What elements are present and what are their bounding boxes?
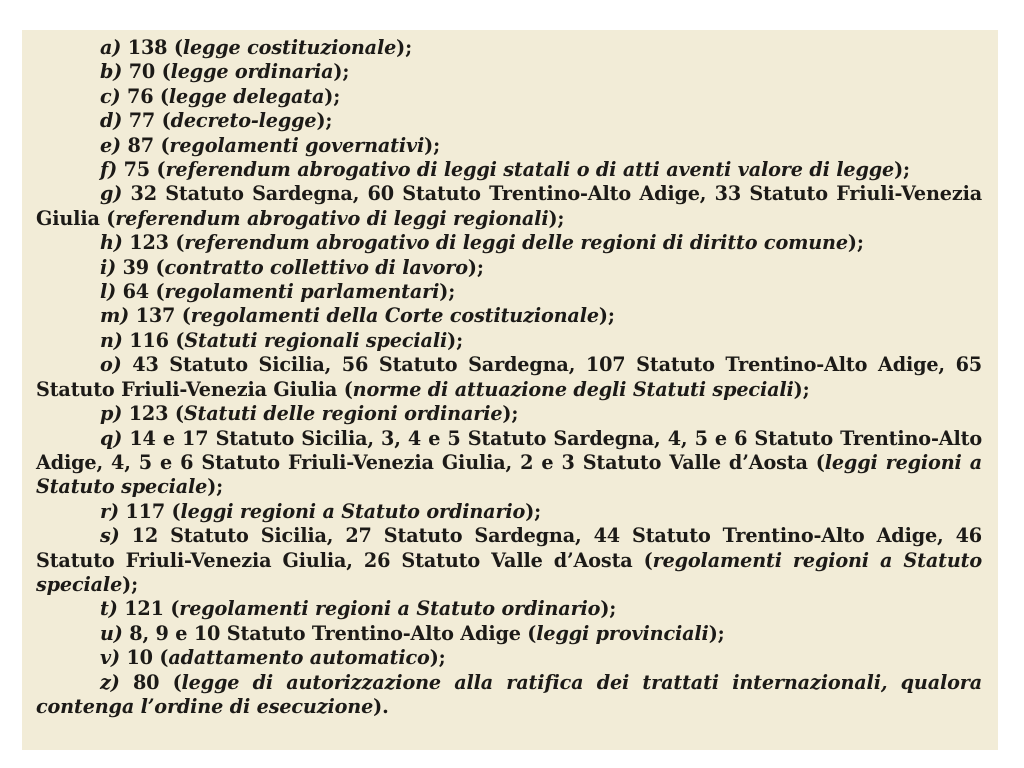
list-item: p) 123 (Statuti delle regioni ordinarie); xyxy=(100,402,519,426)
item-articles: 117 xyxy=(125,499,166,523)
item-articles: 43 Statuto Sicilia, 56 Statuto Sardegna, 107 Statuto Trentino-Alto Adige, 65 Statuto Friuli-Venezia Giulia xyxy=(36,353,983,401)
item-description: regolamenti della Corte costituzionale xyxy=(190,304,599,328)
item-description: norme di attuazione degli Statuti speciali xyxy=(352,377,794,401)
list-item: g) 32 Statuto Sardegna, 60 Statuto Trentino-Alto Adige, 33 Statuto Friuli-Venezia Giulia (referendum abrogativo di leggi regionali); xyxy=(36,182,982,230)
item-punctuation: ; xyxy=(405,36,413,59)
list-item: t) 121 (regolamenti regioni a Statuto ordinario); xyxy=(100,597,617,621)
item-punctuation: ; xyxy=(476,255,484,279)
item-letter: t) xyxy=(100,597,118,621)
item-articles: 123 xyxy=(128,402,169,426)
item-articles: 137 xyxy=(135,304,176,328)
item-description: legge di autorizzazione alla ratifica dei trattati internazionali, qualora contenga l’ordine di esecuzione xyxy=(36,670,983,718)
item-description: legge delegata xyxy=(168,84,325,108)
item-description: referendum abrogativo di leggi regionali xyxy=(115,206,549,230)
item-description: regolamenti regioni a Statuto speciale xyxy=(36,548,982,596)
item-articles: 14 e 17 Statuto Sicilia, 3, 4 e 5 Statuto Sardegna, 4, 5 e 6 Statuto Trentino-Alto Adige, 4, 5 e 6 Statuto Friuli-Venezia Giulia, 2 e 3 Statuto Valle d’Aosta xyxy=(36,426,983,474)
item-articles: 32 Statuto Sardegna, 60 Statuto Trentino-Alto Adige, 33 Statuto Friuli-Venezia Giulia xyxy=(36,182,982,230)
item-letter: e) xyxy=(100,133,121,157)
item-articles: 87 xyxy=(127,133,154,157)
item-punctuation: ; xyxy=(534,499,542,523)
item-punctuation: ; xyxy=(325,109,333,133)
item-punctuation: ; xyxy=(609,597,617,621)
item-description: adattamento automatico xyxy=(168,646,430,670)
list-item: l) 64 (regolamenti parlamentari); xyxy=(100,280,456,304)
item-articles: 76 xyxy=(127,84,154,108)
list-item: a) 138 (legge costituzionale); xyxy=(100,36,413,59)
item-description: legge ordinaria xyxy=(170,60,334,84)
item-articles: 138 xyxy=(127,36,168,59)
item-punctuation: ; xyxy=(448,280,456,304)
item-letter: h) xyxy=(100,231,123,255)
item-punctuation: ; xyxy=(438,646,446,670)
list-item: u) 8, 9 e 10 Statuto Trentino-Alto Adige (leggi provinciali); xyxy=(100,621,725,645)
item-description: decreto-legge xyxy=(170,109,317,133)
item-punctuation: ; xyxy=(856,231,864,255)
item-letter: q) xyxy=(100,426,123,450)
list-item: m) 137 (regolamenti della Corte costituzionale); xyxy=(100,304,615,328)
item-description: Statuti delle regioni ordinarie xyxy=(183,402,503,426)
item-letter: p) xyxy=(100,402,123,426)
item-description: regolamenti parlamentari xyxy=(164,280,440,304)
list-item: d) 77 (decreto-legge); xyxy=(100,109,333,133)
item-description: leggi regioni a Statuto ordinario xyxy=(180,499,526,523)
item-punctuation: ; xyxy=(557,206,565,230)
list-item: e) 87 (regolamenti governativi); xyxy=(100,133,441,157)
item-letter: r) xyxy=(100,499,119,523)
item-letter: i) xyxy=(100,255,117,279)
list-item: b) 70 (legge ordinaria); xyxy=(100,60,350,84)
item-description: referendum abrogativo di leggi delle regioni di diritto comune xyxy=(184,231,848,255)
item-description: referendum abrogativo di leggi statali o di atti aventi valore di legge xyxy=(165,158,895,182)
list-item: v) 10 (adattamento automatico); xyxy=(100,646,446,670)
list-item: c) 76 (legge delegata); xyxy=(100,84,341,108)
item-letter: n) xyxy=(100,328,123,352)
item-letter: o) xyxy=(100,353,122,377)
item-punctuation: ; xyxy=(333,84,341,108)
item-punctuation: ; xyxy=(216,475,224,499)
list-item: n) 116 (Statuti regionali speciali); xyxy=(100,328,463,352)
item-letter: z) xyxy=(100,670,120,694)
item-letter: c) xyxy=(100,84,121,108)
list-item: z) 80 (legge di autorizzazione alla ratifica dei trattati internazionali, qualora contenga l’ordine di esecuzione). xyxy=(36,670,983,718)
item-letter: l) xyxy=(100,280,117,304)
item-letter: v) xyxy=(100,646,120,670)
article-list xyxy=(36,36,982,719)
item-punctuation: ; xyxy=(802,377,810,401)
item-articles: 116 xyxy=(129,328,169,352)
item-description: Statuti regionali speciali xyxy=(184,328,448,352)
list-item: h) 123 (referendum abrogativo di leggi delle regioni di diritto comune); xyxy=(100,231,864,255)
list-item: i) 39 (contratto collettivo di lavoro); xyxy=(100,255,484,279)
list-item: f) 75 (referendum abrogativo di leggi statali o di atti aventi valore di legge); xyxy=(100,158,910,182)
item-punctuation: ; xyxy=(342,60,350,84)
item-punctuation: ; xyxy=(717,621,725,645)
list-item: o) 43 Statuto Sicilia, 56 Statuto Sardegna, 107 Statuto Trentino-Alto Adige, 65 Statuto Friuli-Venezia Giulia (norme di attuazione degli Statuti speciali); xyxy=(36,353,983,401)
item-punctuation: . xyxy=(382,694,389,718)
item-articles: 123 xyxy=(129,231,169,255)
item-articles: 80 xyxy=(132,670,160,694)
item-punctuation: ; xyxy=(456,328,463,352)
item-description: leggi provinciali xyxy=(536,621,709,645)
item-punctuation: ; xyxy=(511,402,519,426)
item-articles: 12 Statuto Sicilia, 27 Statuto Sardegna, 44 Statuto Trentino-Alto Adige, 46 Statuto Friuli-Venezia Giulia, 26 Statuto Valle d’Aosta xyxy=(36,524,983,572)
item-punctuation: ; xyxy=(433,133,441,157)
item-description: leggi regioni a Statuto speciale xyxy=(36,450,982,499)
item-articles: 39 xyxy=(122,255,150,279)
item-articles: 70 xyxy=(128,60,156,84)
list-item: r) 117 (leggi regioni a Statuto ordinario); xyxy=(100,499,542,523)
item-punctuation: ; xyxy=(131,572,139,596)
item-letter: m) xyxy=(100,304,130,328)
item-letter: a) xyxy=(100,36,122,59)
item-articles: 121 xyxy=(124,597,164,621)
item-letter: g) xyxy=(100,182,123,206)
item-letter: s) xyxy=(100,524,120,548)
item-punctuation: ; xyxy=(607,304,615,328)
item-letter: d) xyxy=(100,109,123,133)
item-articles: 8, 9 e 10 Statuto Trentino-Alto Adige xyxy=(129,621,521,645)
item-description: regolamenti regioni a Statuto ordinario xyxy=(179,597,601,621)
list-item: s) 12 Statuto Sicilia, 27 Statuto Sardegna, 44 Statuto Trentino-Alto Adige, 46 Statuto Friuli-Venezia Giulia, 26 Statuto Valle d’Aosta (regolamenti regioni a Statuto speciale); xyxy=(36,524,983,596)
item-description: legge costituzionale xyxy=(182,36,397,59)
item-letter: u) xyxy=(100,621,123,645)
item-description: regolamenti governativi xyxy=(169,133,425,157)
item-articles: 10 xyxy=(126,646,153,670)
list-item: q) 14 e 17 Statuto Sicilia, 3, 4 e 5 Statuto Sardegna, 4, 5 e 6 Statuto Trentino-Alto Adige, 4, 5 e 6 Statuto Friuli-Venezia Giulia, 2 e 3 Statuto Valle d’Aosta (leggi regioni a Statuto speciale); xyxy=(36,426,983,499)
item-letter: b) xyxy=(100,60,123,84)
item-description: contratto collettivo di lavoro xyxy=(164,255,468,279)
document-page xyxy=(22,30,998,750)
item-articles: 77 xyxy=(128,109,156,133)
item-articles: 75 xyxy=(123,158,150,182)
item-punctuation: ; xyxy=(903,158,910,182)
item-letter: f) xyxy=(100,158,118,182)
item-articles: 64 xyxy=(122,280,150,304)
